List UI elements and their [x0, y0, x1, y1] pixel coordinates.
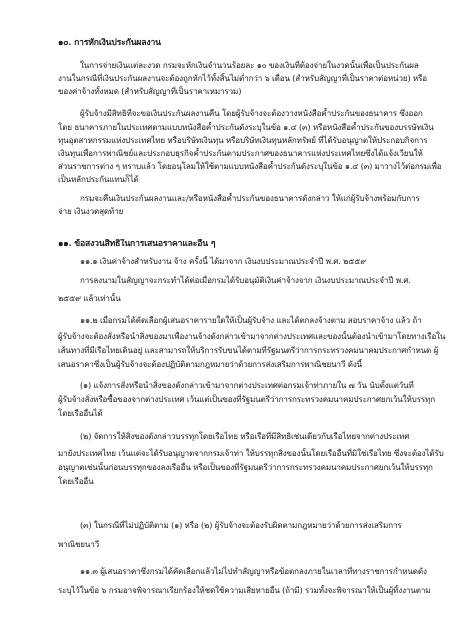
section-10-p3-line: จ่าย เงินงวดสุดท้าย — [58, 206, 124, 216]
section-11-p3-line: ระบุไว้ในข้อ ๖ กรมอาจพิจารณาเรียกร้องให้ชดใช้ความเสียหายอื่น (ถ้ามี) รวมทั้งจะพิจารณาให้เป็นผู้ทิ้งงานตาม — [58, 585, 431, 595]
section-11-heading: ๑๑. ข้อสงวนสิทธิในการเสนอราคาและอื่น ๆ — [58, 239, 216, 249]
section-10-p2-line: โดย ธนาคารภายในประเทศตามแบบหนังสือค้ำประกันดังระบุในข้อ ๑.๔ (๓) หรือหนังสือค้ำประกันของบรรษัทเงิน — [58, 122, 434, 132]
section-10-p2-line: ผู้รับจ้างมีสิทธิที่จะขอเงินประกันผลงานคืน โดยผู้รับจ้างจะต้องวางหนังสือค้ำประกันของธนาคาร ซึ่งออก — [80, 108, 423, 118]
section-10-p2-line: เป็นหลักประกันแทนก็ได้ — [58, 174, 139, 184]
section-11-item-2-line: อนุญาตเช่นนั้นก่อนบรรทุกของลงเรืออื่น หรือเป็นของที่รัฐมนตรีว่าการกระทรวงคมนาคมประกาศยกเว้นให้บรรทุก — [58, 462, 433, 472]
section-10-p2-line: เงินทุนเพื่อการพาณิชย์และประกอบธุรกิจค้ำประกันตามประกาศของธนาคารแห่งประเทศไทยซึ่งได้แจ้งเวียนให้ — [58, 148, 423, 158]
section-10-heading: ๑๐. การหักเงินประกันผลงาน — [58, 38, 161, 48]
section-11-item-3-line: (๓) ในกรณีที่ไม่ปฏิบัติตาม (๑) หรือ (๒) ผู้รับจ้างจะต้องรับผิดตามกฎหมายว่าด้วยการส่งเสริมการ — [80, 520, 402, 530]
section-11-p1-line: ๒๕๕๙ แล้วเท่านั้น — [58, 293, 121, 303]
section-11-item-1-line: ผู้รับจ้างสั่งหรือซื้อของจากต่างประเทศ เว้นแต่เป็นของที่รัฐมนตรีว่าการกระทรวงคมนาคมประกาศยกเว้นให้บรรทุก — [58, 394, 435, 404]
section-11-p2-line: ๑๑.๒ เมื่อกรมได้คัดเลือกผู้เสนอราคารายใดให้เป็นผู้รับจ้าง และได้ตกลงจ้างตาม สอบราคาจ้าง แล้ว ถ้า — [80, 315, 422, 325]
section-10-p2-line: ทุนอุตสาหกรรมแห่งประเทศไทย หรือบริษัทเงินทุน หรือบริษัทเงินทุนหลักทรัพย์ ที่ได้รับอนุญาตให้ประกอบกิจการ — [58, 135, 428, 145]
section-10-p1-line: ของค่าจ้างทั้งหมด (สำหรับสัญญาที่เป็นราคาเหมารวม) — [58, 86, 242, 96]
section-11-p2-line: ผู้รับจ้างจะต้องสั่งหรือนำสิ่งของมาเพื่องานจ้างดังกล่าวเข้ามาจากต่างประเทศและของนั้นต้องนำเข้ามาโดยทางเรือใน — [58, 331, 446, 341]
section-10-p1-line: ในการจ่ายเงินแต่ละงวด กรมจะหักเงินจำนวนร้อยละ ๑๐ ของเงินที่ต้องจ่ายในงวดนั้นเพื่อเป็นประกันผล — [80, 60, 419, 70]
section-11-p2-line: เสนอราคาซึ่งเป็นผู้รับจ้างจะต้องปฏิบัติตามกฎหมายว่าด้วยการส่งเสริมการพาณิชยนาวี ดังนี้ — [58, 359, 363, 369]
section-11-p3-line: ๑๑.๓ ผู้เสนอราคาซึ่งกรมได้คัดเลือกแล้วไม่ไปทำสัญญาหรือข้อตกลงภายในเวลาที่ทางราชการกำหนดดัง — [80, 566, 427, 576]
section-11-item-1-line: (๑) แจ้งการสั่งหรือนำสิ่งของดังกล่าวเข้ามาจากต่างประเทศต่อกรมเจ้าท่าภายใน ๗ วัน นับตั้งแต่วันที่ — [80, 380, 414, 390]
section-11-item-3-line: พาณิชยนาวี — [58, 539, 100, 549]
section-11-p2-line: เส้นทางที่มีเรือไทยเดินอยู่ และสามารถให้บริการรับขนได้ตามที่รัฐมนตรีว่าการกระทรวงคมนาคมประกาศกำหนด ผู้ — [58, 345, 439, 355]
section-11-item-2-line: โดยเรืออื่น — [58, 476, 94, 486]
section-11-item-2-line: มายังประเทศไทย เว้นแต่จะได้รับอนุญาตจากกรมเจ้าท่า ให้บรรทุกสิ่งของนั้นโดยเรืออื่นที่มิใช่เรือไทย ซึ่งจะต้องได้รับ — [58, 448, 444, 458]
section-10-p1-line: งานในกรณีที่เงินประกันผลงานจะต้องถูกหักไว้ทั้งสิ้นไม่ต่ำกว่า ๖ เดือน (สำหรับสัญญาที่เป็นราคาต่อหน่วย) หรือ — [58, 73, 427, 83]
section-11-item-1-line: โดยเรืออื่นได้ — [58, 408, 103, 418]
section-11-p1-line: การลงนามในสัญญาจะกระทำได้ต่อเมื่อกรมได้รับอนุมัติเงินค่าจ้างจาก เงินงบประมาณประจำปี พ.ศ. — [80, 275, 411, 285]
section-10-p3-line: กรมจะคืนเงินประกันผลงานและ/หรือหนังสือค้ำประกันของธนาคารดังกล่าว ให้แก่ผู้รับจ้างพร้อมกับการ — [80, 193, 420, 203]
section-10-p2-line: ส่วนราชการต่าง ๆ ทราบแล้ว โดยอนุโลมให้ใช้ตามแบบหนังสือค้ำประกันดังระบุในข้อ ๑.๔ (๓) มาวางไว้ต่อกรมเพื่อ — [58, 161, 442, 171]
section-11-item-2-line: (๒) จัดการให้สิ่งของดังกล่าวบรรทุกโดยเรือไทย หรือเรือที่มีสิทธิเช่นเดียวกับเรือไทยจากต่างประเทศ — [80, 431, 410, 441]
section-11-p1-line: ๑๑.๑ เงินค่าจ้างสำหรับงาน จ้าง ครั้งนี้ ได้มาจาก เงินงบประมาณประจำปี พ.ศ. ๒๕๕๙ — [80, 256, 367, 266]
